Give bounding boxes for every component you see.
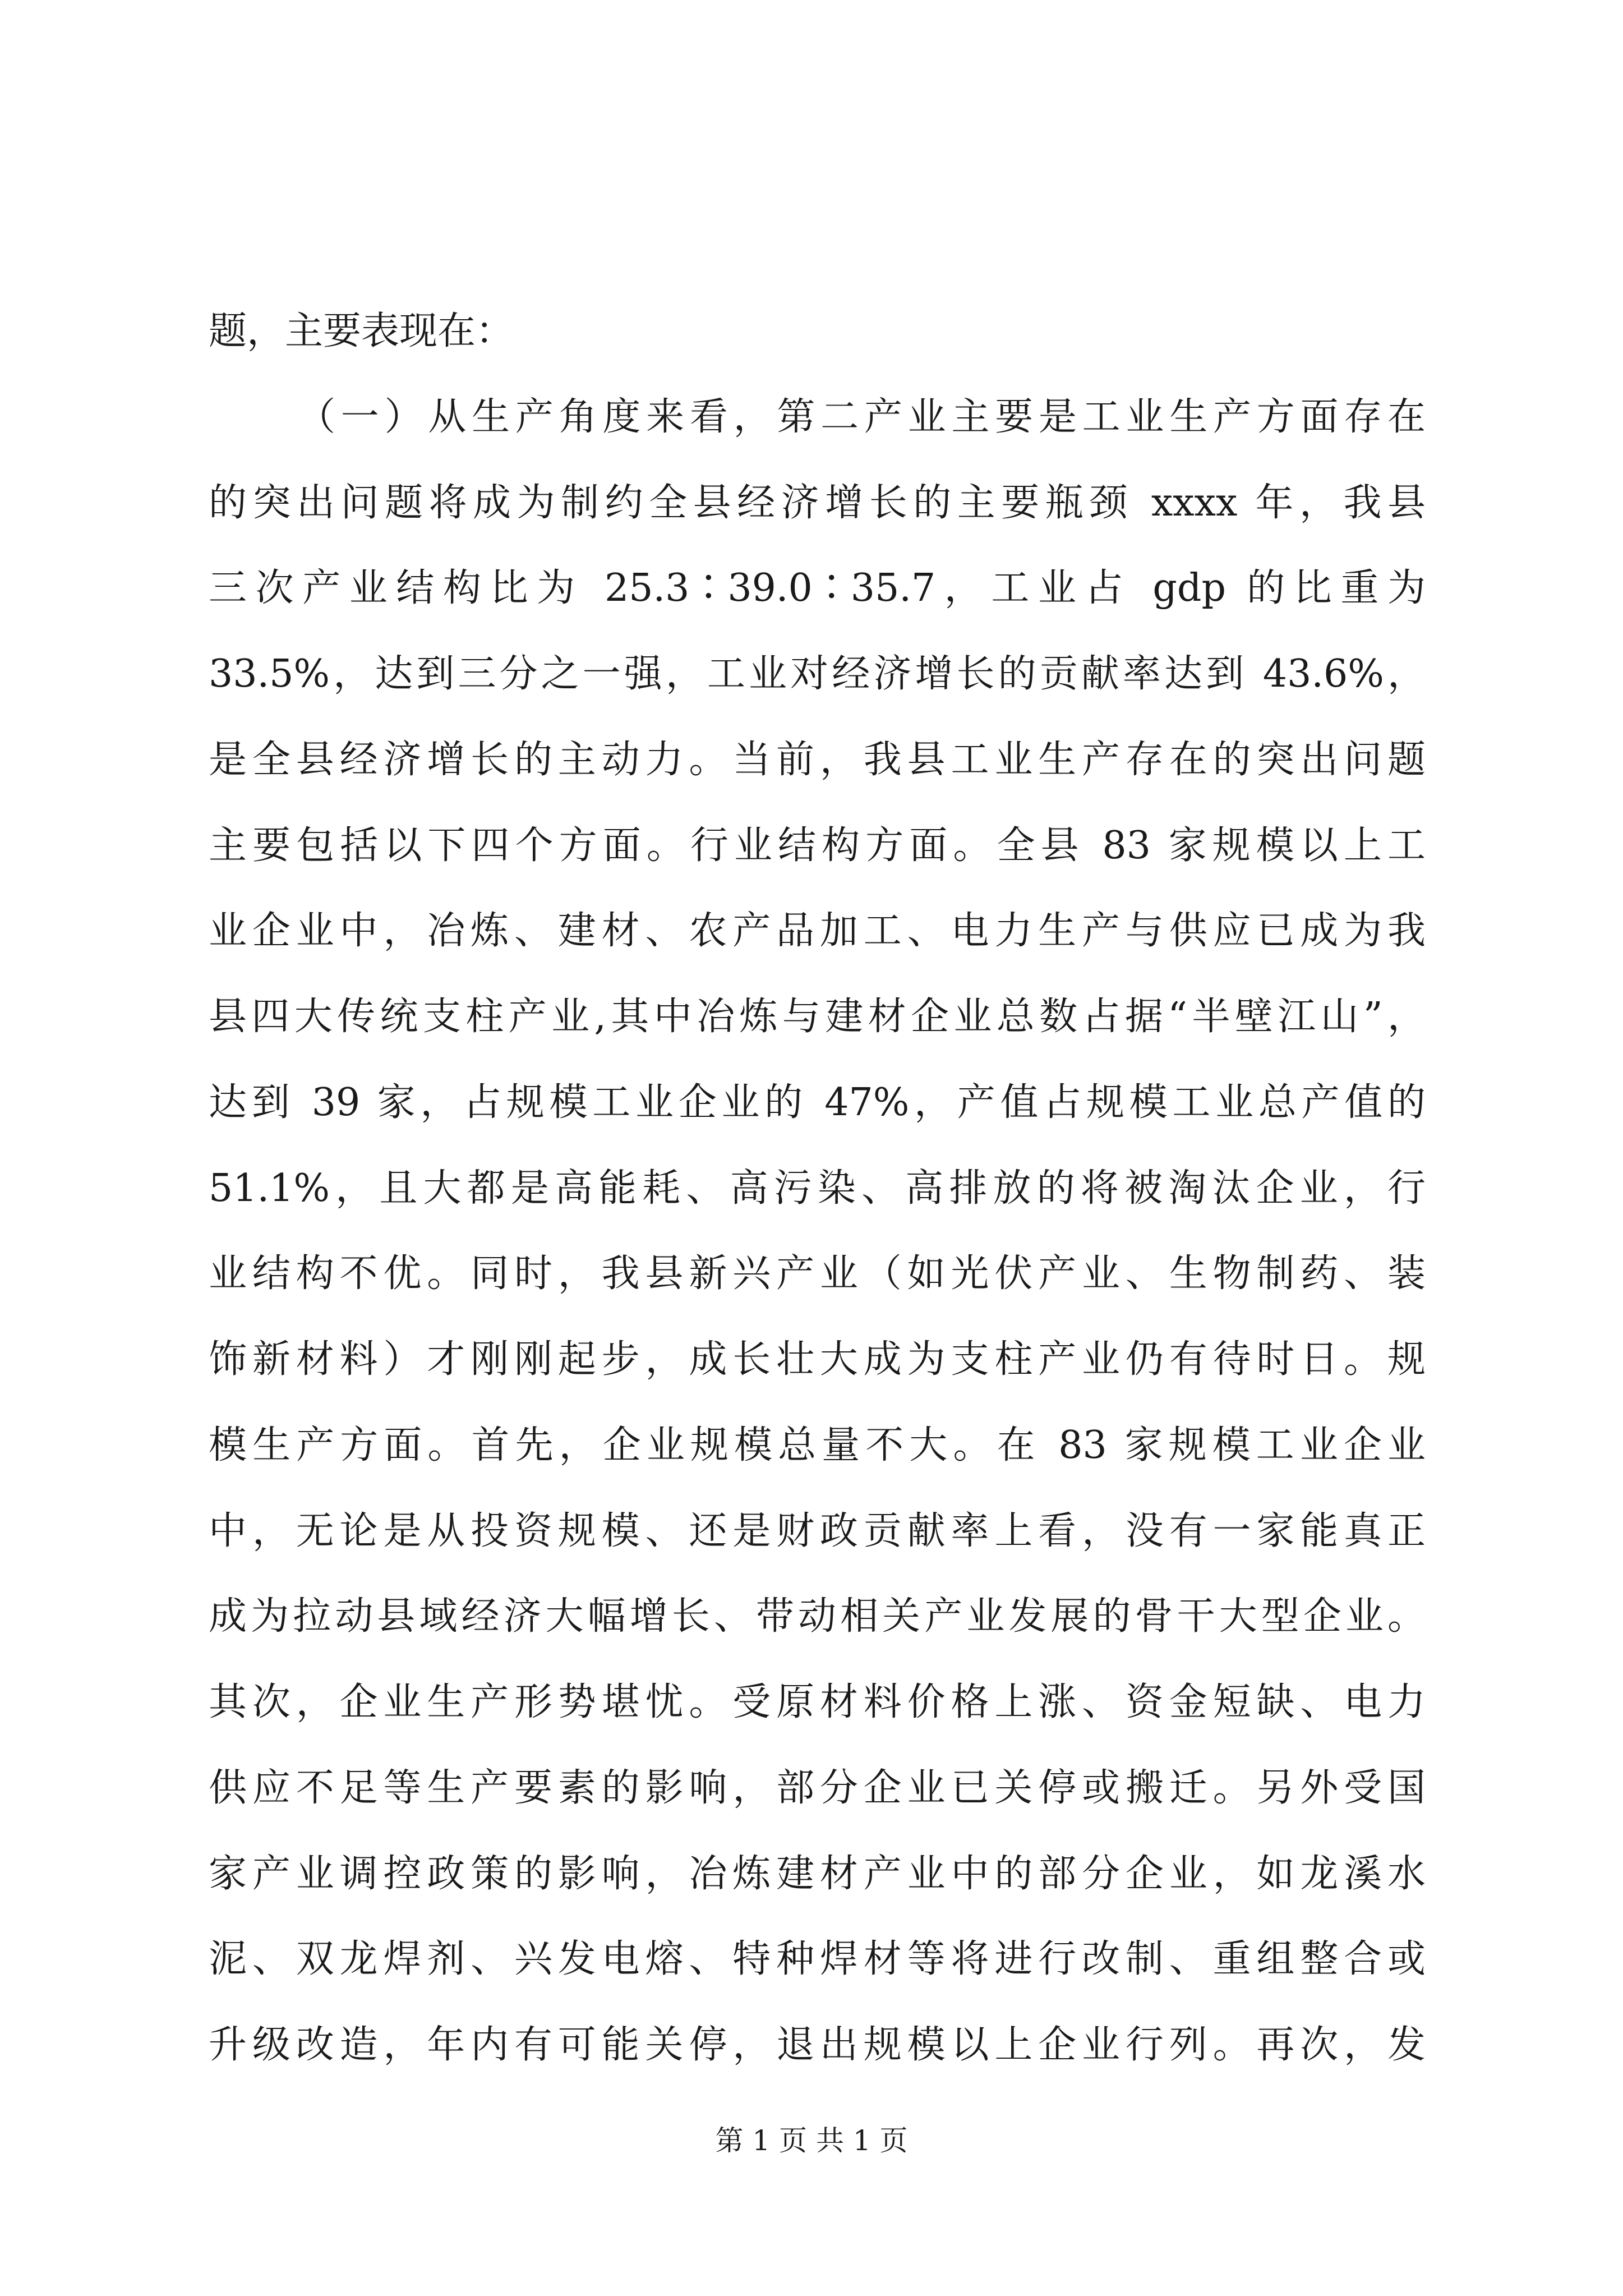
body-text-line: 达到 39 家，占规模工业企业的 47%，产值占规模工业总产值的 (209, 1080, 1426, 1125)
body-text-line: 其次，企业生产形势堪忧。受原材料价格上涨、资金短缺、电力 (209, 1680, 1426, 1724)
body-text-line: 家产业调控政策的影响，冶炼建材产业中的部分企业，如龙溪水 (209, 1852, 1426, 1896)
body-text-line: 中，无论是从投资规模、还是财政贡献率上看，没有一家能真正 (209, 1509, 1426, 1553)
body-text-line: 的突出问题将成为制约全县经济增长的主要瓶颈 xxxx 年，我县 (209, 481, 1426, 525)
body-text-line: 33.5%，达到三分之一强，工业对经济增长的贡献率达到 43.6%， (209, 652, 1426, 696)
body-text-line: 县四大传统支柱产业,其中冶炼与建材企业总数占据“半壁江山”， (209, 995, 1426, 1039)
page-footer: 第 1 页 共 1 页 (715, 2124, 908, 2157)
body-text-line: 升级改造，年内有可能关停，退出规模以上企业行列。再次，发 (209, 2023, 1426, 2067)
body-text-line: 51.1%，且大都是高能耗、高污染、高排放的将被淘汰企业，行 (209, 1166, 1426, 1211)
body-text-line: 饰新材料）才刚刚起步，成长壮大成为支柱产业仍有待时日。规 (209, 1337, 1426, 1382)
body-text-line: 泥、双龙焊剂、兴发电熔、特种焊材等将进行改制、重组整合或 (209, 1937, 1426, 1981)
body-text-line: 成为拉动县域经济大幅增长、带动相关产业发展的骨干大型企业。 (209, 1594, 1426, 1639)
body-text-line: 三次产业结构比为 25.3∶39.0∶35.7，工业占 gdp 的比重为 (209, 566, 1426, 610)
body-text-line: 是全县经济增长的主动力。当前，我县工业生产存在的突出问题 (209, 738, 1426, 782)
body-text-line: 供应不足等生产要素的影响，部分企业已关停或搬迁。另外受国 (209, 1766, 1426, 1810)
body-text-line: （一）从生产角度来看，第二产业主要是工业生产方面存在 (297, 395, 1426, 439)
body-text-line: 业结构不优。同时，我县新兴产业（如光伏产业、生物制药、装 (209, 1251, 1426, 1296)
body-text-line: 业企业中，冶炼、建材、农产品加工、电力生产与供应已成为我 (209, 909, 1426, 953)
body-text-line: 主要包括以下四个方面。行业结构方面。全县 83 家规模以上工 (209, 823, 1426, 868)
body-text-line: 题，主要表现在： (209, 309, 514, 353)
body-text-line: 模生产方面。首先，企业规模总量不大。在 83 家规模工业企业 (209, 1423, 1426, 1467)
